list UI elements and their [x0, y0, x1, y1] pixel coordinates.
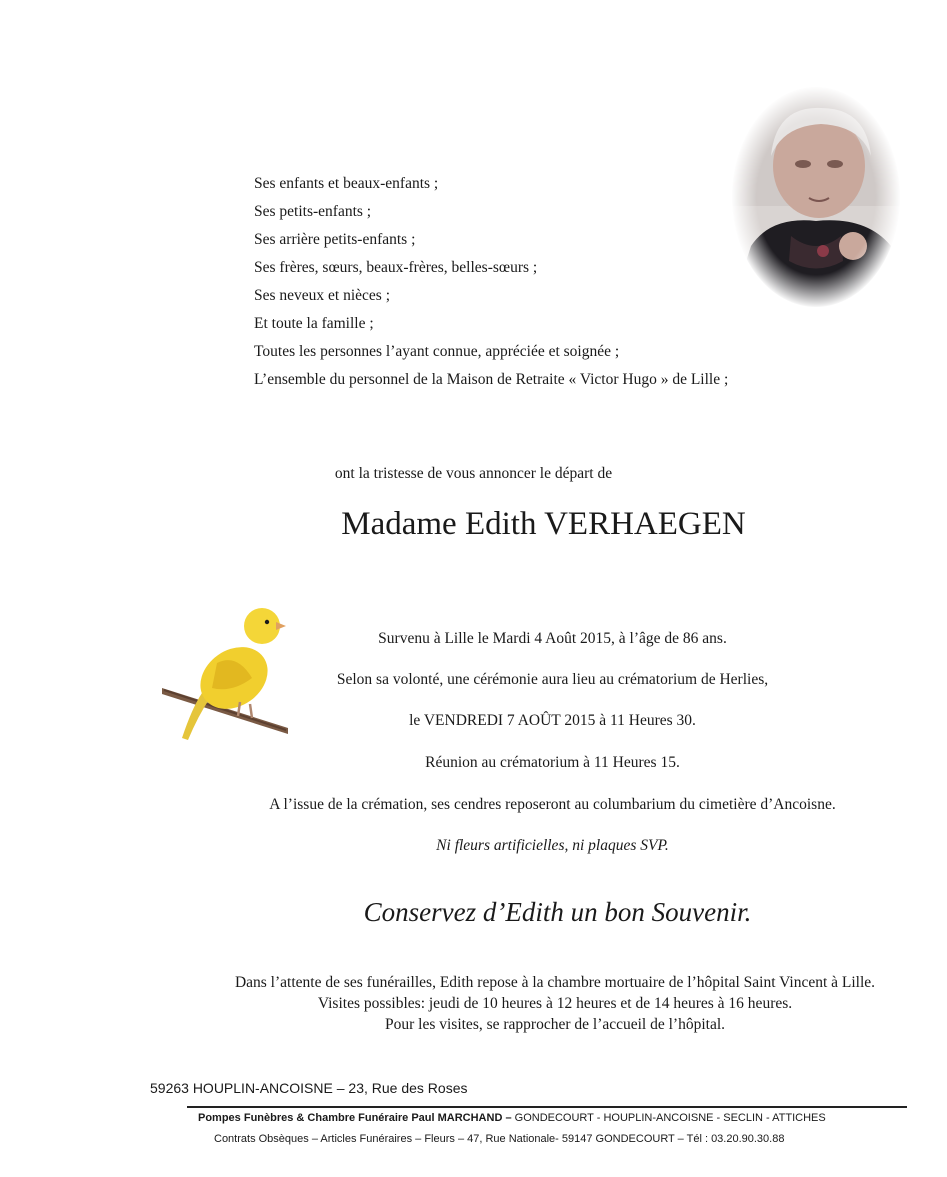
visits-line: Dans l’attente de ses funérailles, Edith repose à la chambre mortuaire de l’hôpital Saint Vincent à Lille. — [234, 974, 876, 991]
ashes-text: A l’issue de la crémation, ses cendres reposeront au columbarium du cimetière d’Ancoisne. — [269, 796, 836, 813]
family-line: Ses neveux et nièces ; — [254, 287, 391, 304]
footer-company — [198, 1112, 826, 1124]
family-list — [254, 170, 728, 394]
announcement-text: ont la tristesse de vous annoncer le départ de — [334, 465, 613, 482]
ceremony-date: le VENDREDI 7 AOÛT 2015 à 11 Heures 30. — [409, 712, 696, 729]
portrait-photo — [731, 86, 901, 308]
family-line: Toutes les personnes l’ayant connue, appréciée et soignée ; — [254, 343, 620, 360]
meeting-text: Réunion au crématorium à 11 Heures 15. — [425, 754, 680, 771]
family-line: Ses arrière petits-enfants ; — [254, 231, 416, 248]
deceased-name: Madame Edith VERHAEGEN — [341, 506, 746, 542]
address-text: 59263 HOUPLIN-ANCOISNE – 23, Rue des Roses — [150, 1080, 468, 1096]
death-notice: Survenu à Lille le Mardi 4 Août 2015, à l’âge de 86 ans. — [378, 630, 727, 647]
visits-line: Pour les visites, se rapprocher de l’accueil de l’hôpital. — [384, 1016, 726, 1033]
souvenir-text: Conservez d’Edith un bon Souvenir. — [363, 897, 752, 927]
canary-bird-image — [162, 598, 288, 740]
footer-contact: Contrats Obsèques – Articles Funéraires – Fleurs – 47, Rue Nationale- 59147 GONDECOURT – Tél : 03.20.90.30.88 — [214, 1133, 785, 1145]
ceremony-text: Selon sa volonté, une cérémonie aura lieu au crématorium de Herlies, — [336, 671, 769, 688]
family-line: Ses frères, sœurs, beaux-frères, belles-sœurs ; — [254, 259, 538, 276]
visits-line: Visites possibles: jeudi de 10 heures à 12 heures et de 14 heures à 16 heures. — [317, 995, 793, 1012]
family-line: Ses petits-enfants ; — [254, 203, 372, 220]
family-line: Ses enfants et beaux-enfants ; — [254, 175, 439, 192]
company-locations: GONDECOURT - HOUPLIN-ANCOISNE - SECLIN - ATTICHES — [511, 1112, 826, 1124]
visits-info — [140, 972, 947, 1035]
family-line: L’ensemble du personnel de la Maison de Retraite « Victor Hugo » de Lille ; — [254, 371, 729, 388]
family-line: Et toute la famille ; — [254, 315, 374, 332]
company-name: Pompes Funèbres & Chambre Funéraire Paul MARCHAND – — [198, 1112, 512, 1124]
no-flowers-text: Ni fleurs artificielles, ni plaques SVP. — [436, 837, 669, 854]
footer-divider — [187, 1106, 907, 1108]
